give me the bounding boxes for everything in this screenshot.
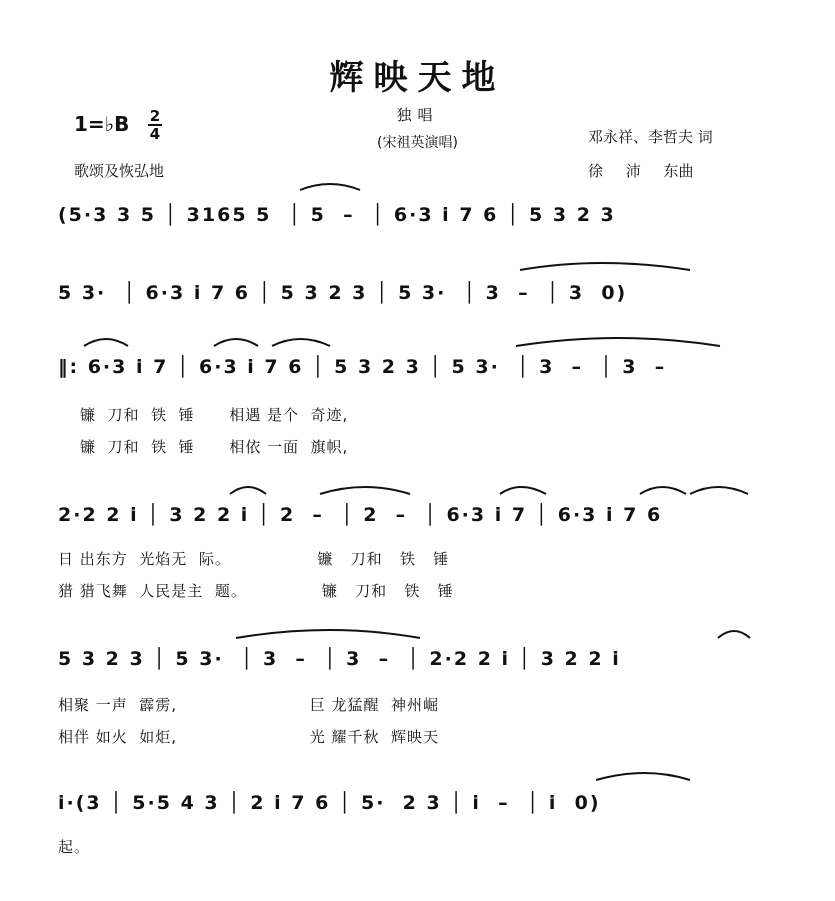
tie-arc [520,263,690,270]
notation-row-5: 5 3 2 3 │ 5 3· │ 3 – │ 3 – │ 2·2 2 i │ 3 2 2 i [58,648,621,670]
lyric-row-3-verse-1: 镰 刀和 铁 锤 相遇 是个 奇迹, [80,406,349,424]
lyric-row-4-verse-1: 日 出东方 光焰无 际。 镰 刀和 铁 锤 [58,550,450,568]
composer-credit: 徐 沛 东曲 [588,162,694,180]
key-signature: 1=♭B [74,112,130,136]
slur-arc [84,339,128,346]
performer-credit: (宋祖英演唱) [377,135,458,151]
song-title: 辉映天地 [329,58,506,98]
lyric-row-3-verse-2: 镰 刀和 铁 锤 相依 一面 旗帜, [80,438,349,456]
tie-arc [300,184,360,190]
lyric-row-4-verse-2: 猎 猎飞舞 人民是主 题。 镰 刀和 铁 锤 [58,582,454,600]
notation-row-2: 5 3· │ 6·3 i 7 6 │ 5 3 2 3 │ 5 3· │ 3 – │ 3 0) [58,282,628,304]
tie-arc [516,338,720,346]
slur-arc [500,487,546,494]
slur-arc [272,339,330,346]
lyric-row-6-verse-1: 起。 [58,838,91,856]
time-signature-bottom: 4 [149,125,161,143]
tie-arc [320,487,410,494]
slur-arc [718,631,750,638]
tie-arc [236,630,420,638]
lyric-row-5-verse-2: 相伴 如火 如炬, 光 耀千秋 辉映天 [58,728,440,746]
notation-row-4: 2·2 2 i │ 3 2 2 i │ 2 – │ 2 – │ 6·3 i 7 │ 6·3 i 7 6 [58,504,663,526]
slur-arc [690,487,748,494]
notation-row-1: (5·3 3 5 │ 3165 5 │ 5 – │ 6·3 i 7 6 │ 5 3 2 3 [58,204,616,226]
performance-type: 独唱 [396,106,439,124]
slur-arc [214,339,258,346]
notation-row-6: i·(3 │ 5·5 4 3 │ 2 i 7 6 │ 5· 2 3 │ i – │ i 0) [58,792,601,814]
slur-arc [640,487,686,494]
tie-arc [596,773,690,780]
time-signature-top: 2 [149,107,161,125]
lyricist-credit: 邓永祥、李哲夫 词 [588,128,713,146]
lyric-row-5-verse-1: 相聚 一声 霹雳, 巨 龙猛醒 神州崛 [58,696,440,714]
slur-arc [230,487,266,494]
notation-row-3: ‖: 6·3 i 7 │ 6·3 i 7 6 │ 5 3 2 3 │ 5 3· │ 3 – │ 3 – [58,356,667,378]
tempo-marking: 歌颂及恢弘地 [74,162,165,180]
